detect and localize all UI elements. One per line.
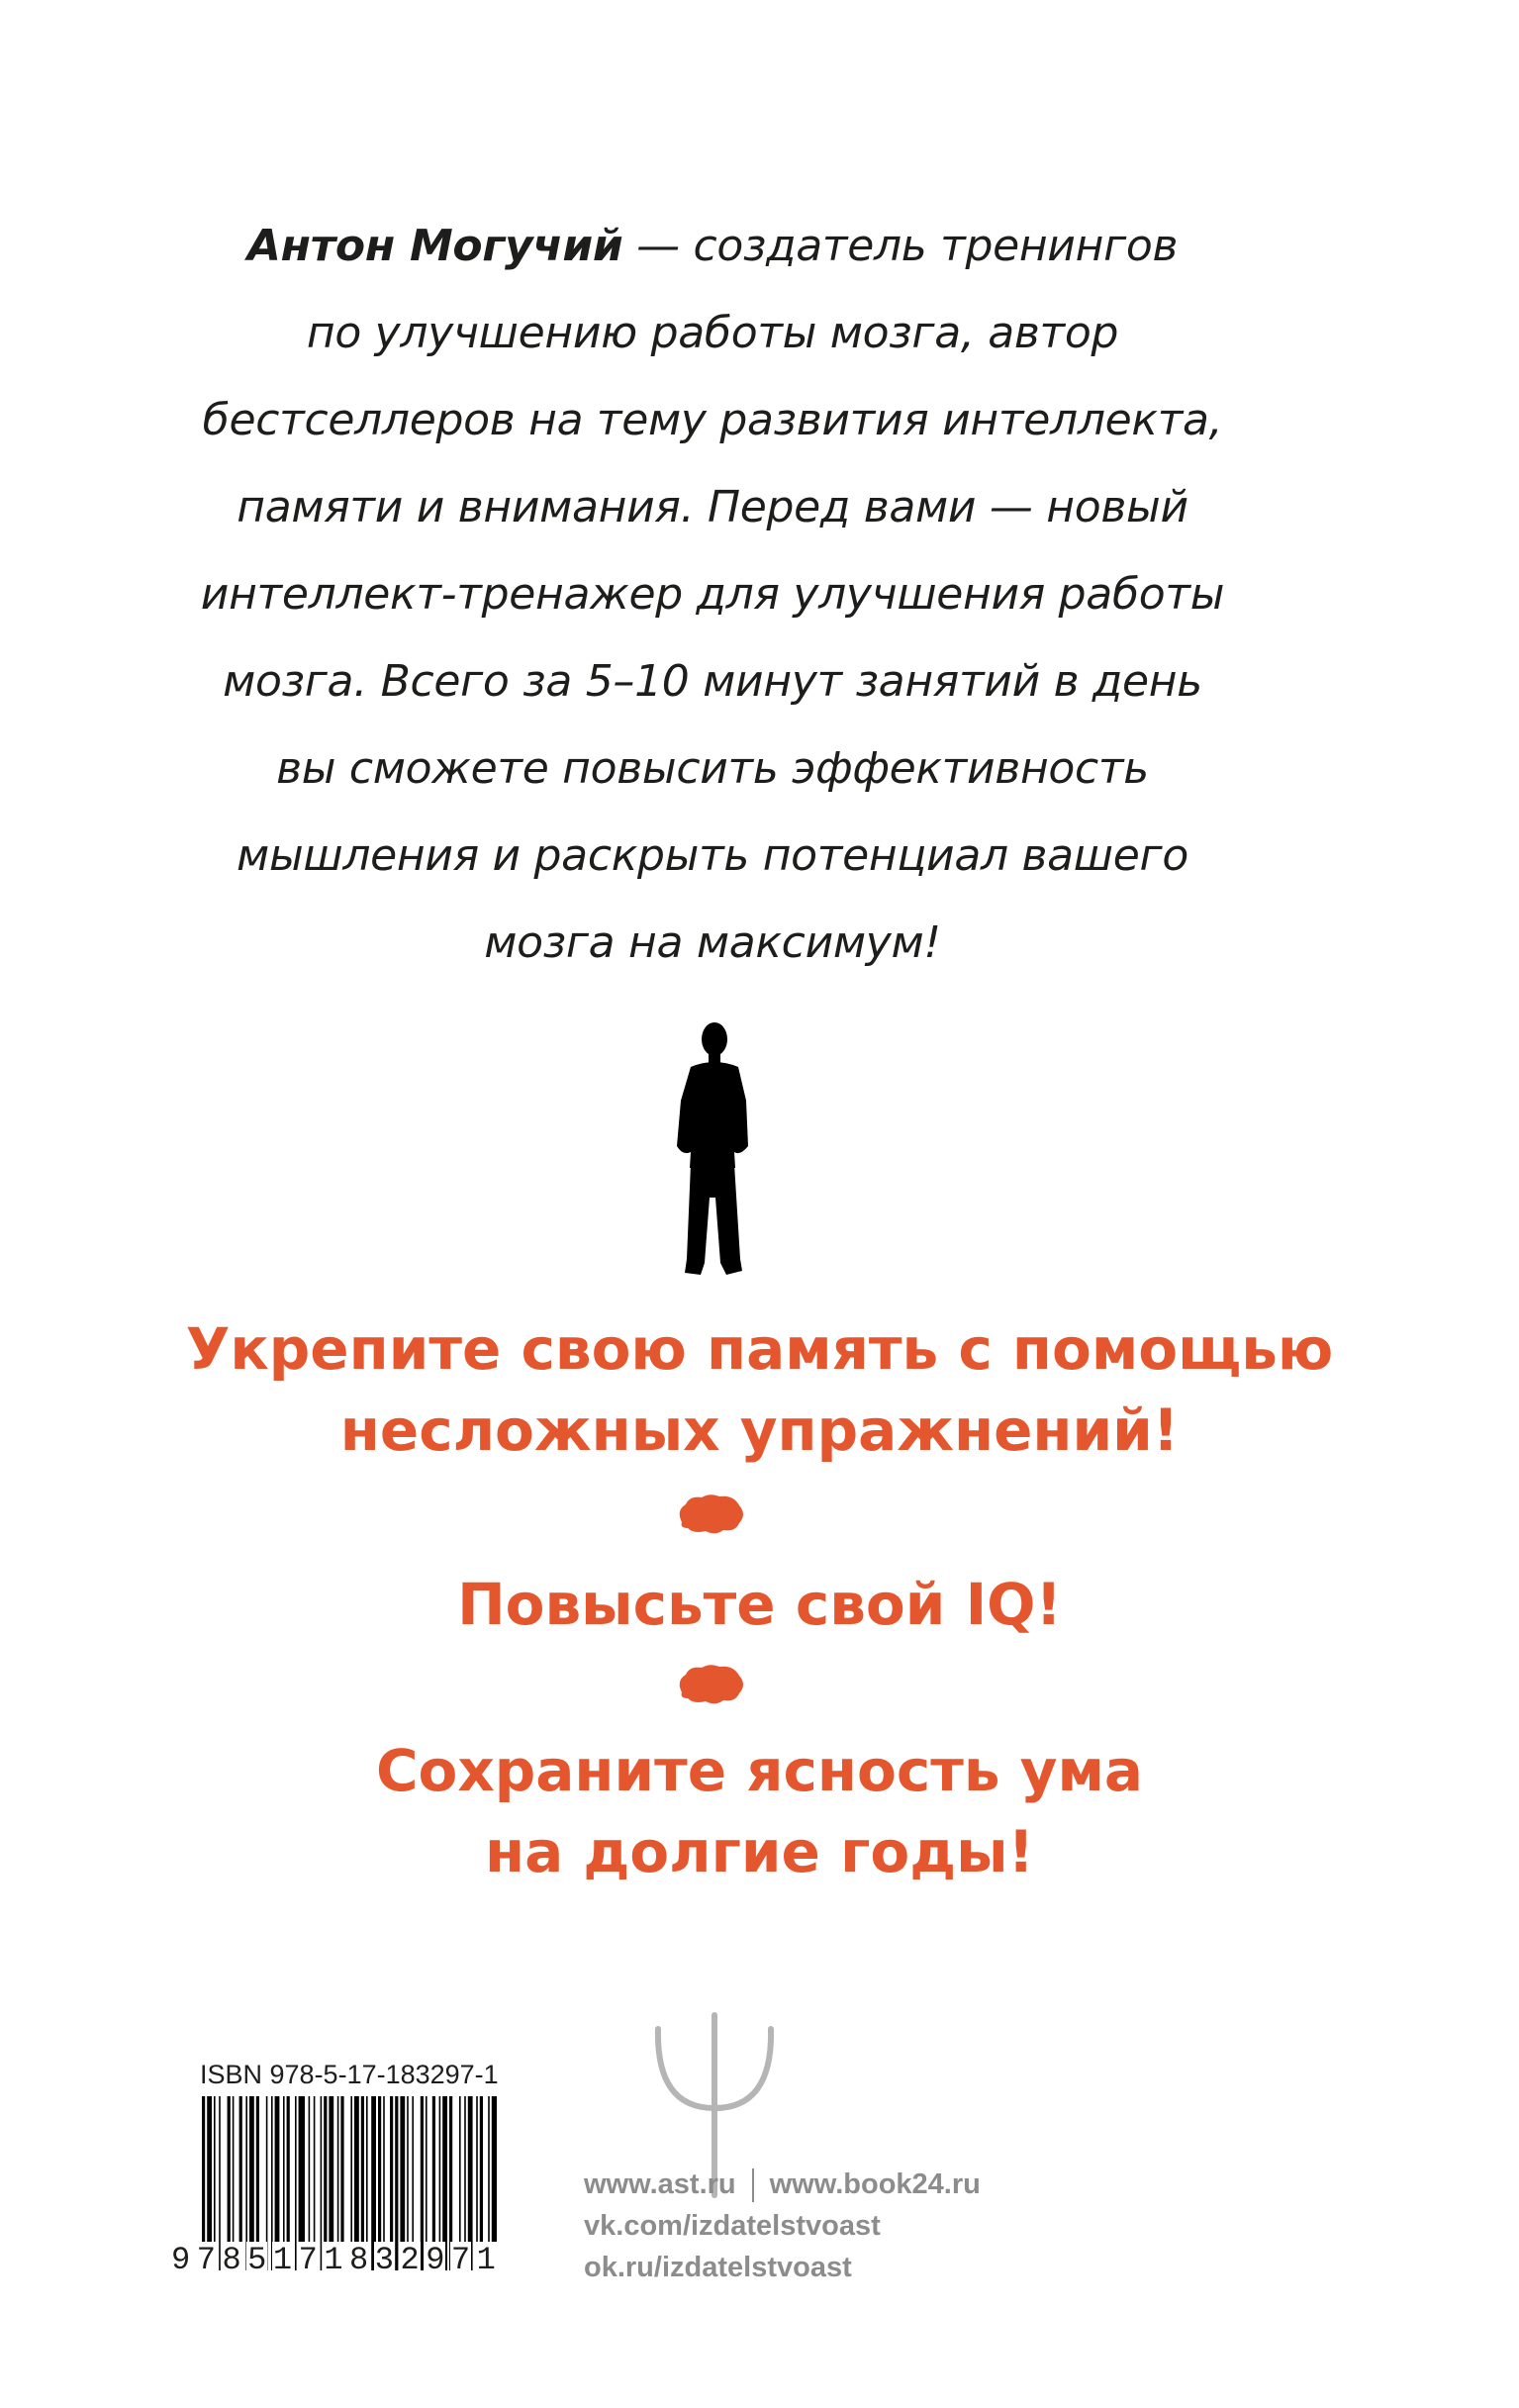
slogan-iq	[0, 1564, 1519, 1645]
slogan-line: Сохраните ясность ума	[375, 1737, 1144, 1804]
barcode-digit: 8	[349, 2242, 369, 2278]
slogan-line: на долгие годы!	[485, 1818, 1034, 1885]
barcode-digit: 1	[476, 2242, 496, 2278]
link-vk[interactable]: vk.com/izdatelstvoast	[584, 2210, 881, 2242]
barcode-digit: 7	[450, 2242, 471, 2278]
blurb-line-8: мышления и раскрыть потенциал вашего	[237, 830, 1188, 881]
link-ok[interactable]: ok.ru/izdatelstvoast	[584, 2252, 852, 2283]
isbn-label: ISBN 978-5-17-183297-1	[200, 2060, 499, 2089]
slogan-memory	[0, 1308, 1519, 1471]
links-row-1	[584, 2164, 981, 2205]
blurb-line-3: бестселлеров на тему развития интеллекта,	[202, 395, 1223, 445]
link-ast[interactable]: www.ast.ru	[584, 2168, 736, 2200]
blurb-line-5: интеллект-тренажер для улучшения работы	[200, 569, 1225, 620]
barcode-digit: 8	[222, 2242, 241, 2278]
blurb-line-9: мозга на максимум!	[484, 917, 941, 968]
barcode-digit: 2	[400, 2242, 420, 2278]
publisher-links	[584, 2164, 981, 2288]
link-book24[interactable]: www.book24.ru	[769, 2168, 981, 2200]
barcode-digit: 7	[196, 2242, 216, 2278]
blurb-line-4: памяти и внимания. Перед вами — новый	[237, 482, 1188, 532]
slogan-line: несложных упражнений!	[339, 1397, 1180, 1464]
blurb-line-6: мозга. Всего за 5–10 минут занятий в день	[223, 656, 1202, 707]
barcode-digit: 9	[426, 2242, 445, 2278]
barcode-digit: 1	[272, 2242, 293, 2278]
slogan-clarity	[0, 1730, 1519, 1892]
person-silhouette-icon	[663, 1019, 762, 1282]
slogan-line: Укрепите свою память с помощью	[185, 1315, 1334, 1383]
author-name: Антон Могучий	[246, 221, 623, 271]
brain-icon	[676, 1663, 745, 1706]
blurb-line-7: вы сможете повысить эффективность	[276, 743, 1149, 794]
barcode-digits	[170, 2242, 497, 2278]
brain-icon	[676, 1493, 745, 1536]
barcode-digit: 5	[247, 2242, 267, 2278]
barcode-digit: 1	[324, 2242, 343, 2278]
barcode-digit: 7	[298, 2242, 318, 2278]
author-blurb	[119, 203, 1306, 987]
blurb-line-2: по улучшению работы мозга, автор	[306, 308, 1119, 358]
barcode-digit: 9	[171, 2242, 191, 2278]
slogan-line: Повысьте свой IQ!	[457, 1571, 1062, 1638]
blurb-line-1: Антон Могучий — создатель тренингов	[246, 221, 1179, 271]
link-divider	[752, 2168, 754, 2202]
barcode-digit: 3	[374, 2242, 394, 2278]
